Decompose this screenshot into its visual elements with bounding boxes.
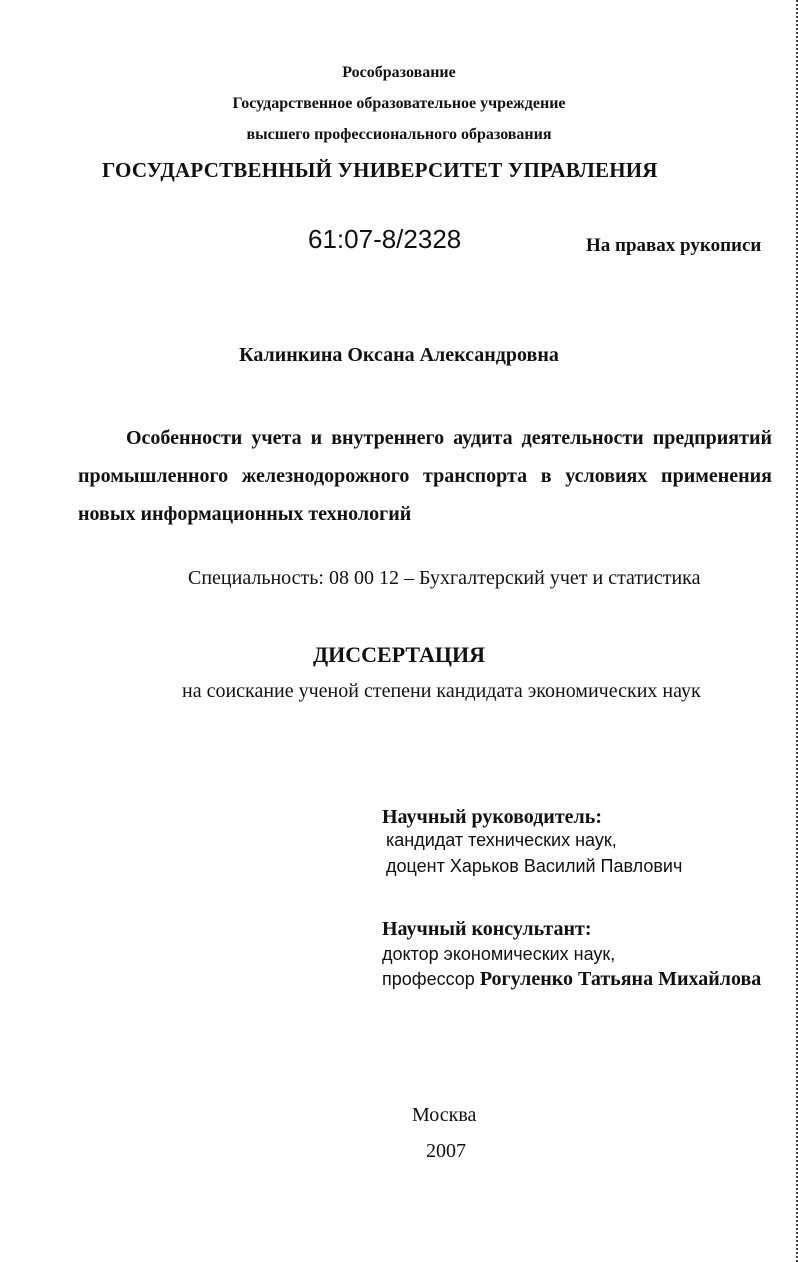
org-line-1: Рособразование	[342, 64, 456, 81]
consultant-degree: доктор экономических наук,	[382, 944, 616, 964]
consultant-name-line	[382, 968, 761, 991]
supervisor-heading: Научный руководитель:	[382, 806, 602, 828]
consultant-heading: Научный консультант:	[382, 918, 592, 940]
document-type: ДИССЕРТАЦИЯ	[313, 642, 485, 667]
consultant-name: Рогуленко Татьяна Михайлова	[479, 968, 762, 990]
city: Москва	[412, 1104, 477, 1126]
supervisor-name: доцент Харьков Василий Павлович	[386, 856, 683, 876]
catalog-code: 61:07-8/2328	[308, 224, 462, 254]
manuscript-note: На правах рукописи	[586, 235, 762, 256]
degree-line: на соискание ученой степени кандидата экономических наук	[182, 680, 701, 702]
scan-edge	[792, 0, 798, 1262]
author-name: Калинкина Оксана Александровна	[239, 344, 559, 366]
dissertation-title	[78, 419, 772, 533]
supervisor-degree: кандидат технических наук,	[386, 830, 617, 850]
consultant-title: профессор	[382, 969, 480, 989]
org-line-3: высшего профессионального образования	[246, 126, 552, 143]
university-name: ГОСУДАРСТВЕННЫЙ УНИВЕРСИТЕТ УПРАВЛЕНИЯ	[102, 158, 658, 182]
year: 2007	[426, 1140, 466, 1162]
specialty: Специальность: 08 00 12 – Бухгалтерский учет и статистика	[188, 567, 701, 589]
org-line-2: Государственное образовательное учреждение	[232, 95, 566, 112]
title-line-2: промышленного железнодорожного транспорта в условиях применения	[78, 465, 772, 487]
title-line-1: Особенности учета и внутреннего аудита деятельности предприятий	[126, 427, 772, 449]
title-line-3: новых информационных технологий	[78, 503, 412, 525]
